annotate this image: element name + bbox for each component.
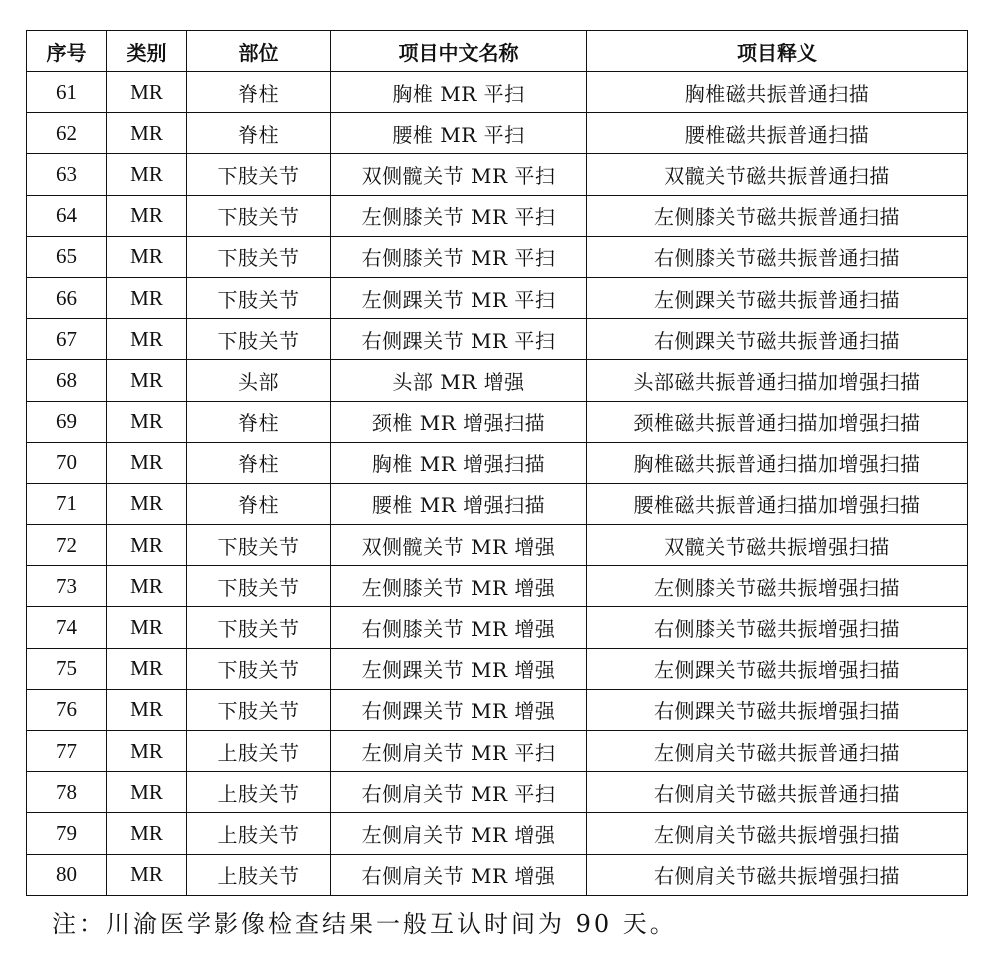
cell-index: 79	[27, 813, 107, 854]
cell-index: 80	[27, 854, 107, 895]
cell-item-description: 腰椎磁共振普通扫描加增强扫描	[587, 483, 968, 524]
cell-category: MR	[107, 319, 187, 360]
cell-category: MR	[107, 277, 187, 318]
cell-item-name: 颈椎 MR 增强扫描	[331, 401, 587, 442]
cell-index: 70	[27, 442, 107, 483]
cell-category: MR	[107, 566, 187, 607]
cell-category: MR	[107, 483, 187, 524]
cell-body-part: 下肢关节	[187, 648, 331, 689]
cell-body-part: 下肢关节	[187, 566, 331, 607]
cell-item-name: 右侧肩关节 MR 平扫	[331, 772, 587, 813]
cell-item-name: 腰椎 MR 增强扫描	[331, 483, 587, 524]
cell-body-part: 脊柱	[187, 113, 331, 154]
cell-item-name: 左侧肩关节 MR 增强	[331, 813, 587, 854]
cell-item-description: 胸椎磁共振普通扫描	[587, 72, 968, 113]
cell-index: 77	[27, 731, 107, 772]
cell-category: MR	[107, 360, 187, 401]
table-row	[27, 113, 968, 154]
cell-category: MR	[107, 113, 187, 154]
footnote: 注：川渝医学影像检查结果一般互认时间为 90 天。	[52, 910, 677, 938]
cell-category: MR	[107, 195, 187, 236]
cell-index: 61	[27, 72, 107, 113]
cell-index: 66	[27, 277, 107, 318]
cell-item-name: 右侧膝关节 MR 增强	[331, 607, 587, 648]
cell-body-part: 脊柱	[187, 483, 331, 524]
cell-item-name: 右侧膝关节 MR 平扫	[331, 236, 587, 277]
cell-category: MR	[107, 236, 187, 277]
cell-body-part: 下肢关节	[187, 319, 331, 360]
cell-index: 62	[27, 113, 107, 154]
table-row	[27, 731, 968, 772]
cell-item-name: 右侧踝关节 MR 增强	[331, 689, 587, 730]
cell-item-description: 腰椎磁共振普通扫描	[587, 113, 968, 154]
cell-body-part: 上肢关节	[187, 813, 331, 854]
cell-body-part: 上肢关节	[187, 772, 331, 813]
mr-items-table	[26, 30, 968, 896]
cell-item-description: 左侧踝关节磁共振增强扫描	[587, 648, 968, 689]
cell-item-description: 左侧肩关节磁共振普通扫描	[587, 731, 968, 772]
cell-index: 67	[27, 319, 107, 360]
cell-category: MR	[107, 772, 187, 813]
cell-item-name: 左侧膝关节 MR 平扫	[331, 195, 587, 236]
cell-item-name: 右侧踝关节 MR 平扫	[331, 319, 587, 360]
cell-item-name: 左侧膝关节 MR 增强	[331, 566, 587, 607]
cell-item-name: 右侧肩关节 MR 增强	[331, 854, 587, 895]
header-item-name: 项目中文名称	[331, 31, 587, 72]
table-row	[27, 648, 968, 689]
cell-body-part: 下肢关节	[187, 607, 331, 648]
cell-index: 71	[27, 483, 107, 524]
table-row	[27, 154, 968, 195]
cell-category: MR	[107, 854, 187, 895]
cell-index: 72	[27, 525, 107, 566]
cell-body-part: 头部	[187, 360, 331, 401]
cell-item-description: 右侧膝关节磁共振增强扫描	[587, 607, 968, 648]
cell-category: MR	[107, 154, 187, 195]
cell-item-name: 双侧髋关节 MR 平扫	[331, 154, 587, 195]
cell-item-description: 右侧踝关节磁共振增强扫描	[587, 689, 968, 730]
table-row	[27, 813, 968, 854]
header-item-description: 项目释义	[587, 31, 968, 72]
cell-item-description: 双髋关节磁共振增强扫描	[587, 525, 968, 566]
cell-index: 74	[27, 607, 107, 648]
cell-body-part: 下肢关节	[187, 525, 331, 566]
cell-body-part: 脊柱	[187, 72, 331, 113]
table-body	[27, 72, 968, 896]
cell-body-part: 下肢关节	[187, 277, 331, 318]
table-row	[27, 442, 968, 483]
cell-item-description: 右侧肩关节磁共振普通扫描	[587, 772, 968, 813]
table-row	[27, 772, 968, 813]
cell-item-name: 胸椎 MR 增强扫描	[331, 442, 587, 483]
cell-index: 69	[27, 401, 107, 442]
cell-item-name: 左侧踝关节 MR 平扫	[331, 277, 587, 318]
cell-item-description: 头部磁共振普通扫描加增强扫描	[587, 360, 968, 401]
table-row	[27, 236, 968, 277]
cell-category: MR	[107, 525, 187, 566]
cell-body-part: 脊柱	[187, 442, 331, 483]
header-body-part: 部位	[187, 31, 331, 72]
cell-category: MR	[107, 689, 187, 730]
header-category: 类别	[107, 31, 187, 72]
cell-item-description: 左侧膝关节磁共振增强扫描	[587, 566, 968, 607]
cell-category: MR	[107, 401, 187, 442]
table-row	[27, 607, 968, 648]
cell-body-part: 上肢关节	[187, 854, 331, 895]
table-row	[27, 483, 968, 524]
cell-index: 68	[27, 360, 107, 401]
header-row	[27, 31, 968, 72]
cell-category: MR	[107, 607, 187, 648]
cell-item-name: 腰椎 MR 平扫	[331, 113, 587, 154]
cell-body-part: 脊柱	[187, 401, 331, 442]
table-row	[27, 72, 968, 113]
cell-item-description: 右侧肩关节磁共振增强扫描	[587, 854, 968, 895]
cell-body-part: 下肢关节	[187, 236, 331, 277]
cell-item-name: 双侧髋关节 MR 增强	[331, 525, 587, 566]
table-row	[27, 689, 968, 730]
cell-item-description: 右侧踝关节磁共振普通扫描	[587, 319, 968, 360]
table-row	[27, 566, 968, 607]
cell-item-description: 颈椎磁共振普通扫描加增强扫描	[587, 401, 968, 442]
cell-body-part: 下肢关节	[187, 154, 331, 195]
cell-item-name: 头部 MR 增强	[331, 360, 587, 401]
cell-index: 75	[27, 648, 107, 689]
table-row	[27, 854, 968, 895]
cell-category: MR	[107, 442, 187, 483]
cell-item-name: 胸椎 MR 平扫	[331, 72, 587, 113]
cell-item-name: 左侧踝关节 MR 增强	[331, 648, 587, 689]
cell-index: 64	[27, 195, 107, 236]
cell-index: 73	[27, 566, 107, 607]
cell-item-description: 左侧踝关节磁共振普通扫描	[587, 277, 968, 318]
header-index: 序号	[27, 31, 107, 72]
cell-item-description: 右侧膝关节磁共振普通扫描	[587, 236, 968, 277]
table-header	[27, 31, 968, 72]
table-row	[27, 360, 968, 401]
cell-item-description: 左侧膝关节磁共振普通扫描	[587, 195, 968, 236]
cell-item-name: 左侧肩关节 MR 平扫	[331, 731, 587, 772]
cell-index: 76	[27, 689, 107, 730]
cell-body-part: 上肢关节	[187, 731, 331, 772]
table-row	[27, 525, 968, 566]
cell-index: 63	[27, 154, 107, 195]
table-row	[27, 401, 968, 442]
cell-item-description: 胸椎磁共振普通扫描加增强扫描	[587, 442, 968, 483]
table-row	[27, 319, 968, 360]
cell-body-part: 下肢关节	[187, 689, 331, 730]
cell-index: 65	[27, 236, 107, 277]
table-row	[27, 277, 968, 318]
table-row	[27, 195, 968, 236]
cell-body-part: 下肢关节	[187, 195, 331, 236]
cell-item-description: 双髋关节磁共振普通扫描	[587, 154, 968, 195]
cell-item-description: 左侧肩关节磁共振增强扫描	[587, 813, 968, 854]
cell-index: 78	[27, 772, 107, 813]
cell-category: MR	[107, 72, 187, 113]
cell-category: MR	[107, 813, 187, 854]
cell-category: MR	[107, 648, 187, 689]
cell-category: MR	[107, 731, 187, 772]
